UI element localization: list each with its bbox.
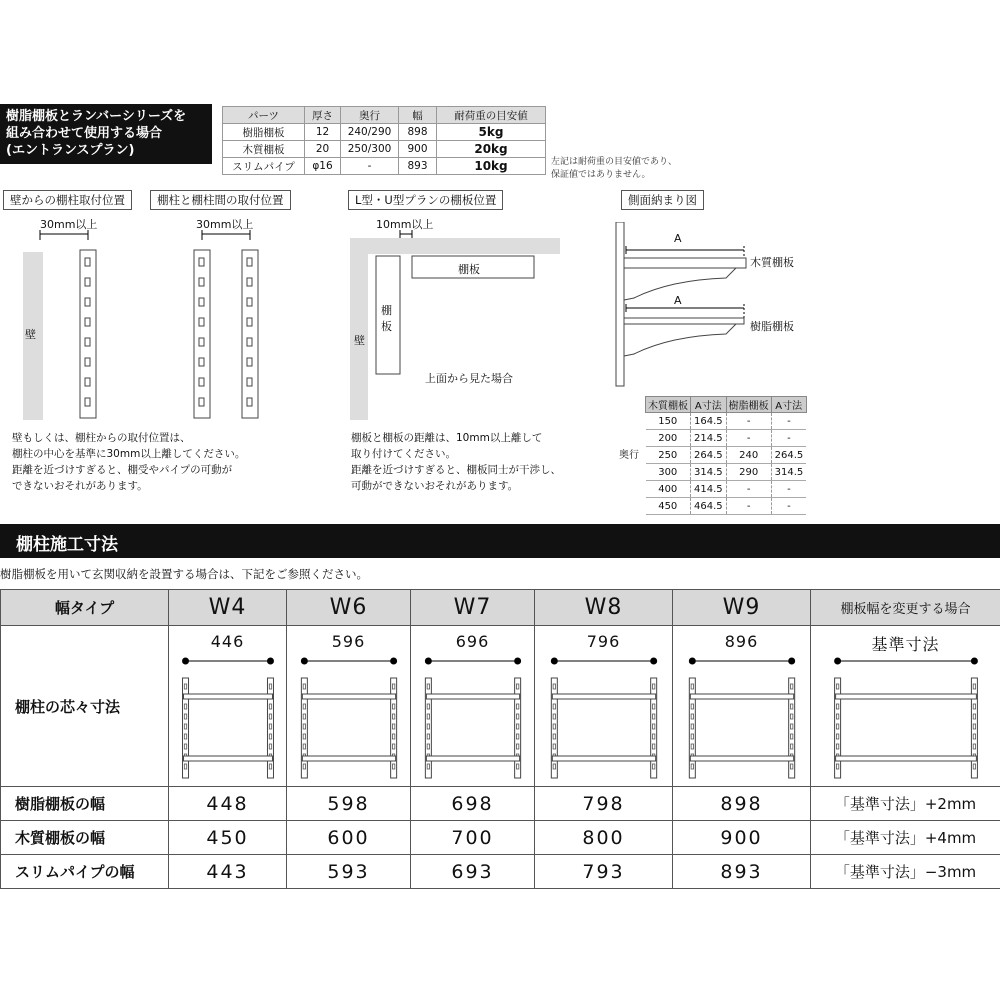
depth-cell: - (726, 413, 771, 430)
left-note-line: 棚柱の中心を基準に30mm以上離してください。 (12, 448, 246, 460)
depth-cell: - (771, 498, 806, 515)
depth-cell: 214.5 (691, 430, 727, 447)
side-wood-label: 木質棚板 (750, 256, 794, 269)
column-section-label: 棚柱と棚柱間の取付位置 (150, 190, 291, 210)
left-note-line: 距離を近づけすぎると、棚受やパイプの可動が (12, 464, 233, 476)
depth-row (646, 464, 807, 481)
depth-header: 木質棚板 (646, 397, 691, 413)
left-note-line: 壁もしくは、棚柱からの取付位置は、 (12, 432, 191, 444)
depth-table (645, 396, 807, 515)
resin-width-row (1, 787, 1000, 821)
spec-note-line: 左記は耐荷重の目安値であり、 (551, 157, 678, 167)
custom-width-header: 棚板幅を変更する場合 (811, 590, 1000, 626)
pipe-width-row (1, 855, 1000, 889)
wall-column-diagram (0, 226, 140, 426)
spec-header: 厚さ (305, 107, 341, 124)
spec-cell: 893 (399, 158, 437, 175)
spec-header: パーツ (223, 107, 305, 124)
spec-row (223, 141, 546, 158)
formula-cell: 「基準寸法」+2mm (811, 787, 1000, 821)
wood-width-row (1, 821, 1000, 855)
depth-cell: 164.5 (691, 413, 727, 430)
lu-wall-label: 壁 (354, 334, 365, 347)
depth-cell: 150 (646, 413, 691, 430)
section-header-bar (0, 524, 1000, 558)
dimension-table (0, 589, 1000, 889)
type-header: W6 (287, 590, 411, 626)
value-cell: 793 (535, 855, 673, 889)
side-dim-a-lower: A (674, 294, 682, 307)
center-value: 446 (210, 632, 245, 651)
depth-cell: - (771, 413, 806, 430)
center-cell (411, 626, 535, 787)
row-label: 樹脂棚板の幅 (1, 787, 169, 821)
center-value: 696 (455, 632, 490, 651)
depth-cell: 314.5 (771, 464, 806, 481)
spec-cell: スリムパイプ (223, 158, 305, 175)
value-cell: 448 (169, 787, 287, 821)
side-section-label: 側面納まり図 (621, 190, 704, 210)
lu-shelf-label-1: 棚板 (458, 263, 480, 276)
depth-row-label: 奥行 (619, 450, 639, 461)
center-cell (673, 626, 811, 787)
depth-cell: - (726, 481, 771, 498)
spec-cell: 10kg (437, 158, 546, 175)
depth-cell: 314.5 (691, 464, 727, 481)
depth-cell: - (726, 498, 771, 515)
spec-header: 耐荷重の目安値 (437, 107, 546, 124)
value-cell: 593 (287, 855, 411, 889)
lu-note (351, 430, 561, 494)
depth-header: A寸法 (691, 397, 727, 413)
value-cell: 800 (535, 821, 673, 855)
center-value: 896 (724, 632, 759, 651)
value-cell: 450 (169, 821, 287, 855)
spec-header: 奥行 (341, 107, 399, 124)
column-column-diagram (180, 226, 280, 426)
type-header: W9 (673, 590, 811, 626)
center-cell (535, 626, 673, 787)
spec-cell: 12 (305, 124, 341, 141)
spec-cell: 樹脂棚板 (223, 124, 305, 141)
lu-view-note: 上面から見た場合 (425, 372, 513, 385)
spec-note-line: 保証値ではありません。 (551, 170, 651, 180)
depth-header: 樹脂棚板 (726, 397, 771, 413)
value-cell: 600 (287, 821, 411, 855)
side-resin-label: 樹脂棚板 (750, 320, 794, 333)
center-value: 基準寸法 (871, 635, 940, 654)
spec-header: 幅 (399, 107, 437, 124)
depth-cell: 300 (646, 464, 691, 481)
spec-cell: 木質棚板 (223, 141, 305, 158)
spec-row (223, 158, 546, 175)
depth-cell: - (771, 481, 806, 498)
plan-title-line: (エントランスプラン) (6, 143, 135, 158)
depth-row (646, 481, 807, 498)
depth-cell: - (771, 430, 806, 447)
depth-cell: 290 (726, 464, 771, 481)
depth-cell: 264.5 (771, 447, 806, 464)
type-header: W8 (535, 590, 673, 626)
value-cell: 693 (411, 855, 535, 889)
depth-row (646, 413, 807, 430)
wall-label: 壁 (25, 328, 36, 341)
value-cell: 598 (287, 787, 411, 821)
center-value: 596 (331, 632, 366, 651)
spec-cell: 240/290 (341, 124, 399, 141)
formula-cell: 「基準寸法」−3mm (811, 855, 1000, 889)
lu-note-line: 距離を近づけすぎると、棚板同士が干渉し、 (351, 464, 561, 476)
wall-section-label: 壁からの棚柱取付位置 (3, 190, 132, 210)
spec-cell: - (341, 158, 399, 175)
value-cell: 443 (169, 855, 287, 889)
lu-section-label: L型・U型プランの棚板位置 (348, 190, 503, 210)
lu-shelf-label-2-char: 棚 (381, 304, 392, 317)
depth-cell: 240 (726, 447, 771, 464)
center-cell (169, 626, 287, 787)
value-cell: 893 (673, 855, 811, 889)
depth-cell: 414.5 (691, 481, 727, 498)
spec-cell: 900 (399, 141, 437, 158)
spec-cell: 20 (305, 141, 341, 158)
lu-note-line: 取り付けてください。 (351, 448, 456, 460)
type-header: W7 (411, 590, 535, 626)
lu-note-line: 棚板と棚板の距離は、10mm以上離して (351, 432, 543, 444)
center-value: 796 (586, 632, 621, 651)
spec-cell: φ16 (305, 158, 341, 175)
center-row-label: 棚柱の芯々寸法 (1, 626, 169, 787)
side-dim-a-upper: A (674, 232, 682, 245)
spec-cell: 5kg (437, 124, 546, 141)
depth-cell: 264.5 (691, 447, 727, 464)
left-note-line: できないおそれがあります。 (12, 480, 148, 492)
spec-cell: 898 (399, 124, 437, 141)
depth-row (646, 430, 807, 447)
value-cell: 900 (673, 821, 811, 855)
spec-table (222, 106, 546, 175)
left-note (12, 430, 245, 494)
formula-cell: 「基準寸法」+4mm (811, 821, 1000, 855)
depth-cell: 200 (646, 430, 691, 447)
lu-plan-diagram (346, 226, 566, 426)
spec-note (551, 156, 677, 182)
depth-row (646, 447, 807, 464)
section-title: 棚柱施工寸法 (16, 535, 118, 555)
width-type-header: 幅タイプ (1, 590, 169, 626)
lu-dim-label: 10mm以上 (376, 218, 434, 231)
depth-cell: 464.5 (691, 498, 727, 515)
depth-cell: 400 (646, 481, 691, 498)
lu-note-line: 可動ができないおそれがあります。 (351, 480, 519, 492)
plan-title-line: 樹脂棚板とランバーシリーズを (6, 109, 187, 124)
depth-cell: 250 (646, 447, 691, 464)
spec-cell: 20kg (437, 141, 546, 158)
depth-cell: 450 (646, 498, 691, 515)
plan-title-line: 組み合わせて使用する場合 (6, 126, 163, 141)
row-label: スリムパイプの幅 (1, 855, 169, 889)
value-cell: 898 (673, 787, 811, 821)
spec-cell: 250/300 (341, 141, 399, 158)
depth-header: A寸法 (771, 397, 806, 413)
wall-dim-label: 30mm以上 (40, 218, 98, 231)
center-cell (287, 626, 411, 787)
column-dim-label: 30mm以上 (196, 218, 254, 231)
value-cell: 798 (535, 787, 673, 821)
spec-row (223, 124, 546, 141)
lu-shelf-label-2-char: 板 (381, 320, 392, 333)
section-description: 樹脂棚板を用いて玄関収納を設置する場合は、下記をご参照ください。 (0, 567, 368, 581)
depth-cell: - (726, 430, 771, 447)
row-label: 木質棚板の幅 (1, 821, 169, 855)
center-cell (811, 626, 1000, 787)
side-diagram (610, 222, 760, 392)
value-cell: 698 (411, 787, 535, 821)
type-header: W4 (169, 590, 287, 626)
plan-title-box (0, 104, 212, 164)
depth-row (646, 498, 807, 515)
value-cell: 700 (411, 821, 535, 855)
